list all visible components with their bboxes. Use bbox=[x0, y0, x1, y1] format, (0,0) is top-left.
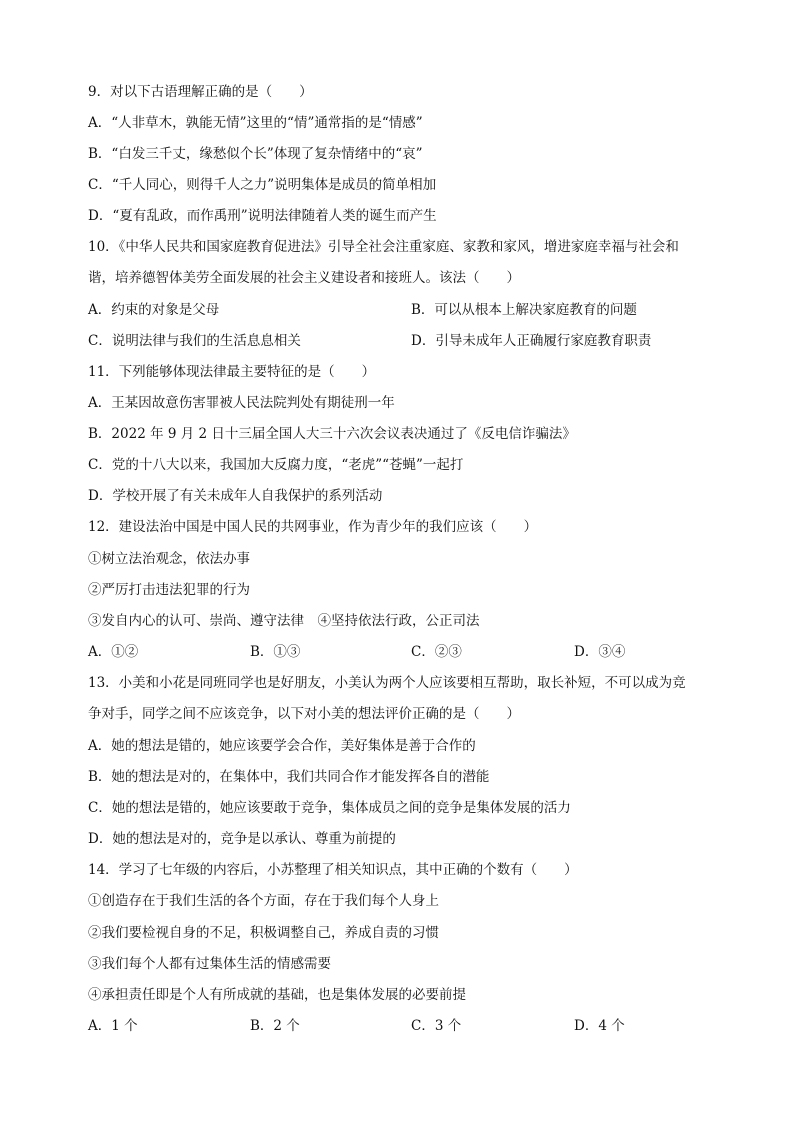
question-14-item-2: ②我们要检视自身的不足，积极调整自己，养成自责的习惯 bbox=[88, 925, 439, 941]
question-14-item-3: ③我们每个人都有过集体生活的情感需要 bbox=[88, 956, 331, 972]
question-14-option-d: D．4 个 bbox=[574, 1018, 625, 1034]
question-13-option-a: A．她的想法是错的，她应该要学会合作，美好集体是善于合作的 bbox=[88, 738, 476, 754]
question-13-option-b: B．她的想法是对的，在集体中，我们共同合作才能发挥各自的潜能 bbox=[88, 769, 490, 785]
question-10-option-c: C．说明法律与我们的生活息息相关 bbox=[88, 333, 301, 349]
question-11-stem: 11．下列能够体现法律最主要特征的是（ ） bbox=[88, 364, 376, 380]
question-14-item-4: ④承担责任即是个人有所成就的基础，也是集体发展的必要前提 bbox=[88, 987, 466, 1003]
question-14-stem: 14．学习了七年级的内容后，小苏整理了相关知识点，其中正确的个数有（ ） bbox=[88, 862, 578, 878]
question-12-option-d: D．③④ bbox=[574, 644, 626, 660]
question-11-option-a: A．王某因故意伤害罪被人民法院判处有期徒刑一年 bbox=[88, 395, 395, 411]
question-12-option-a: A．①② bbox=[88, 644, 139, 660]
question-9-option-b: B．“白发三千丈，缘愁似个长”体现了复杂情绪中的“哀” bbox=[88, 146, 423, 162]
question-10-stem-line2: 谐，培养德智体美劳全面发展的社会主义建设者和接班人。该法（ ） bbox=[88, 270, 520, 286]
question-14-option-c: C．3 个 bbox=[411, 1018, 462, 1034]
question-9-stem: 9．对以下古语理解正确的是（ ） bbox=[88, 84, 313, 100]
question-9-option-d: D．“夏有乱政，而作禹刑”说明法律随着人类的诞生而产生 bbox=[88, 208, 437, 224]
question-10-option-a: A．约束的对象是父母 bbox=[88, 302, 220, 318]
question-12-option-c: C．②③ bbox=[411, 644, 462, 660]
question-13-stem-line1: 13．小美和小花是同班同学也是好朋友，小美认为两个人应该要相互帮助，取长补短，不可以成为竞 bbox=[88, 675, 686, 691]
question-10-stem-line1: 10．《中华人民共和国家庭教育促进法》引导全社会注重家庭、家教和家风，增进家庭幸福与社会和 bbox=[88, 239, 679, 255]
question-13-stem-line2: 争对手，同学之间不应该竞争，以下对小美的想法评价正确的是（ ） bbox=[88, 706, 520, 722]
question-11-option-b: B．2022 年 9 月 2 日十三届全国人大三十六次会议表决通过了《反电信诈骗法》 bbox=[88, 426, 576, 442]
question-13-option-c: C．她的想法是错的，她应该要敢于竞争，集体成员之间的竞争是集体发展的活力 bbox=[88, 800, 571, 816]
question-11-option-c: C．党的十八大以来，我国加大反腐力度，“老虎”“苍蝇”一起打 bbox=[88, 457, 464, 473]
question-12-items-3-4: ③发自内心的认可、崇尚、遵守法律 ④坚持依法行政，公正司法 bbox=[88, 613, 480, 629]
question-12-item-2: ②严厉打击违法犯罪的行为 bbox=[88, 582, 250, 598]
question-12-stem: 12．建设法治中国是中国人民的共网事业，作为青少年的我们应该（ ） bbox=[88, 519, 538, 535]
question-10-option-b: B．可以从根本上解决家庭教育的问题 bbox=[411, 302, 637, 318]
question-9-option-a: A．“人非草木，孰能无情”这里的“情”通常指的是“情感” bbox=[88, 115, 423, 131]
question-13-option-d: D．她的想法是对的，竞争是以承认、尊重为前提的 bbox=[88, 831, 396, 847]
question-9-option-c: C．“千人同心，则得千人之力”说明集体是成员的简单相加 bbox=[88, 177, 437, 193]
question-14-option-a: A．1 个 bbox=[88, 1018, 138, 1034]
question-11-option-d: D．学校开展了有关未成年人自我保护的系列活动 bbox=[88, 488, 383, 504]
question-14-option-b: B．2 个 bbox=[250, 1018, 300, 1034]
question-12-option-b: B．①③ bbox=[250, 644, 301, 660]
question-10-option-d: D．引导未成年人正确履行家庭教育职责 bbox=[411, 333, 652, 349]
question-14-item-1: ①创造存在于我们生活的各个方面，存在于我们每个人身上 bbox=[88, 893, 439, 909]
question-12-item-1: ①树立法治观念，依法办事 bbox=[88, 551, 250, 567]
